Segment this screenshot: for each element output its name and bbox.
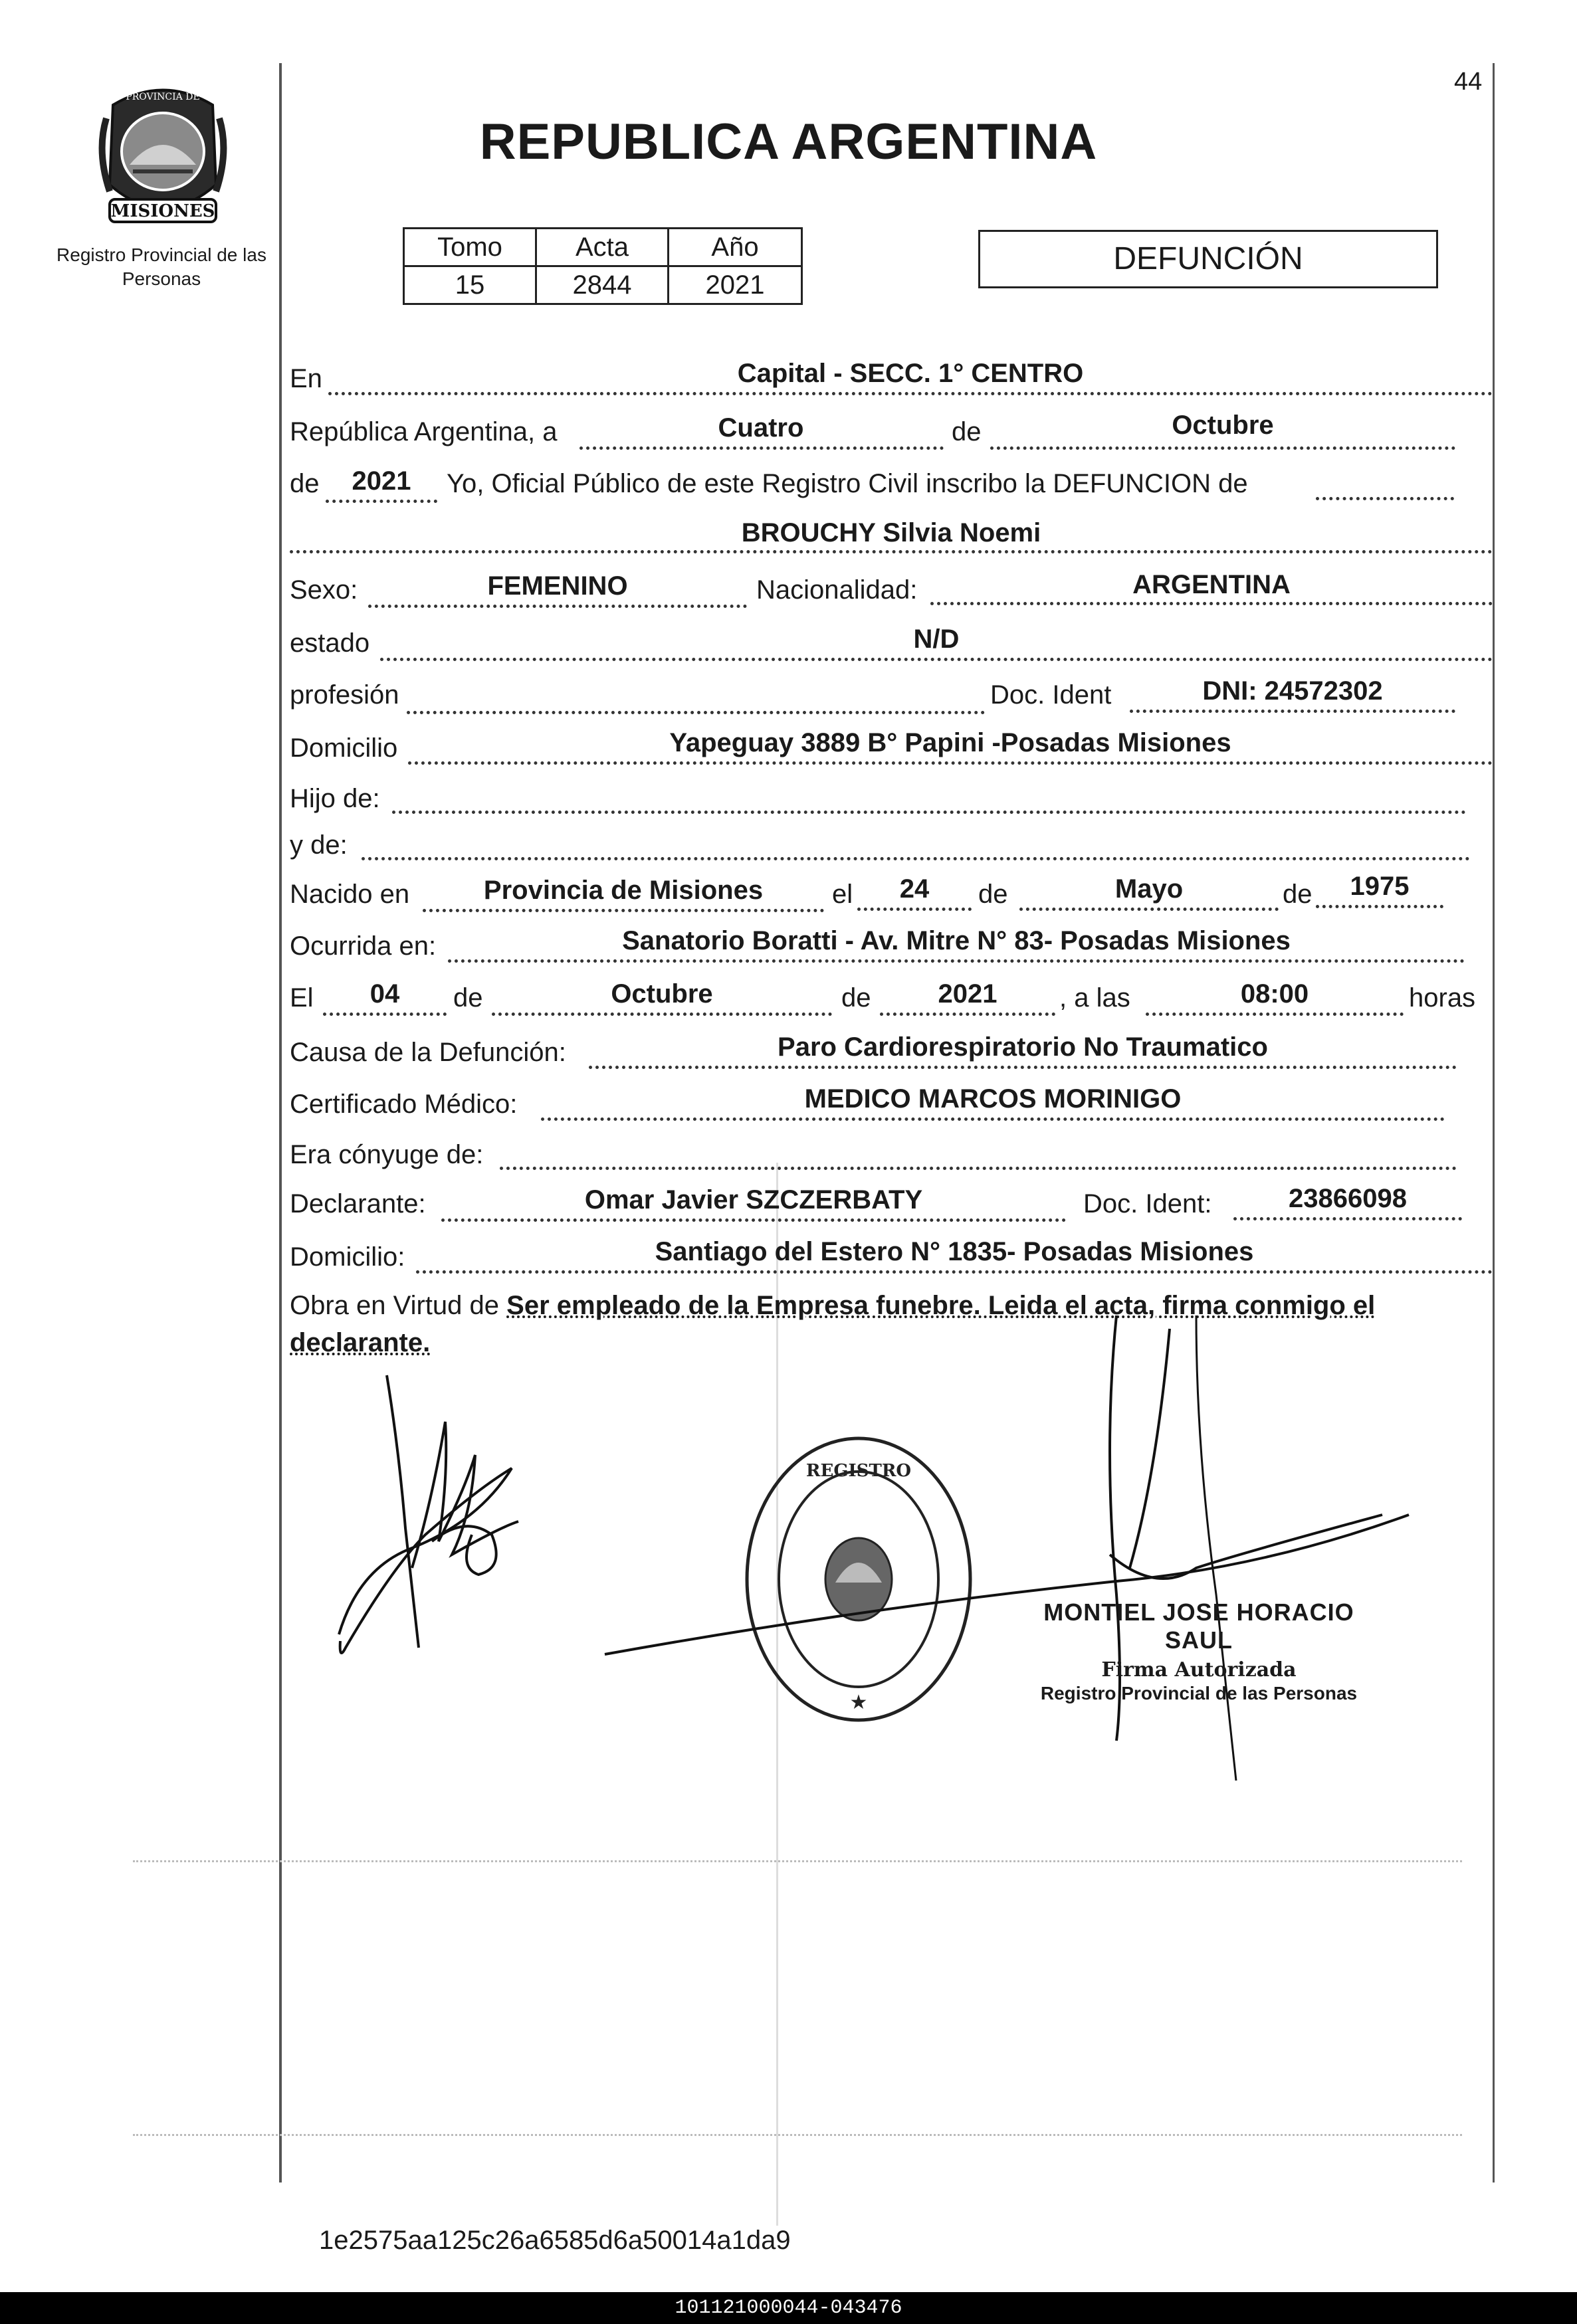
- def-mes-value: Octubre: [611, 979, 713, 1009]
- page-title: REPUBLICA ARGENTINA: [479, 114, 1098, 170]
- nacido-lugar-line: [423, 909, 824, 912]
- month-value: Octubre: [1172, 411, 1274, 440]
- causa-label: Causa de la Defunción:: [290, 1038, 566, 1067]
- de-label-6: de: [841, 983, 871, 1013]
- obra-value: Ser empleado de la Empresa funebre. Leida el acta, firma conmigo el declarante.: [290, 1291, 1376, 1357]
- svg-text:REGISTRO: REGISTRO: [805, 1461, 912, 1481]
- anio-value: 2021: [669, 266, 802, 304]
- inscribo-line: [1316, 497, 1454, 500]
- el-label: el: [832, 880, 853, 909]
- causa-value: Paro Cardiorespiratorio No Traumatico: [778, 1032, 1268, 1062]
- certificado-label: Certificado Médico:: [290, 1090, 518, 1119]
- official-signature: [598, 1315, 1422, 1794]
- declarante-domicilio-line: [416, 1270, 1493, 1274]
- declarante-value: Omar Javier SZCZERBATY: [584, 1185, 923, 1214]
- declarante-doc-label: Doc. Ident:: [1083, 1189, 1212, 1218]
- nac-dia-line: [857, 908, 972, 911]
- y-de-label: y de:: [290, 830, 348, 860]
- footer-code: 101121000044-043476: [0, 2292, 1577, 2324]
- y-de-line: [362, 857, 1470, 860]
- nacido-lugar-value: Provincia de Misiones: [483, 876, 764, 905]
- page-number: 44: [1454, 68, 1483, 96]
- deceased-name: BROUCHY Silvia Noemi: [741, 518, 1041, 547]
- declarante-domicilio-value: Santiago del Estero N° 1835- Posadas Misiones: [655, 1237, 1254, 1266]
- estado-label: estado: [290, 629, 370, 658]
- de-label-5: de: [453, 983, 483, 1013]
- def-dia-value: 04: [369, 979, 400, 1009]
- profesion-line: [407, 711, 985, 714]
- certificado-line: [541, 1117, 1445, 1121]
- nacionalidad-label: Nacionalidad:: [756, 575, 918, 605]
- a-las-label: , a las: [1059, 983, 1130, 1013]
- nac-mes-value: Mayo: [1114, 874, 1184, 904]
- registry-caption: Registro Provincial de las Personas: [56, 244, 266, 289]
- en-label: En: [290, 364, 322, 393]
- nac-anio-value: 1975: [1350, 872, 1410, 901]
- estado-value: N/D: [913, 625, 960, 654]
- horas-label: horas: [1409, 983, 1476, 1013]
- hora-line: [1146, 1013, 1404, 1016]
- official-stamp: [1026, 1598, 1372, 1704]
- document-type-box: DEFUNCIÓN: [978, 230, 1438, 288]
- document-hash: 1e2575aa125c26a6585d6a50014a1da9: [319, 2226, 791, 2255]
- domicilio-label: Domicilio: [290, 733, 398, 763]
- def-anio-value: 2021: [938, 979, 998, 1009]
- name-line: [290, 550, 1493, 553]
- de-label-3: de: [978, 880, 1008, 909]
- nacionalidad-value: ARGENTINA: [1132, 570, 1291, 599]
- de-label-4: de: [1283, 880, 1313, 909]
- svg-text:MISIONES: MISIONES: [110, 201, 215, 221]
- nacionalidad-line: [930, 602, 1493, 605]
- declarante-line: [441, 1218, 1066, 1222]
- tomo-header: Tomo: [404, 229, 536, 266]
- domicilio-value: Yapeguay 3889 B° Papini -Posadas Misiones: [669, 728, 1231, 757]
- year-value: 2021: [352, 466, 411, 496]
- conyuge-label: Era cónyuge de:: [290, 1140, 484, 1169]
- sexo-label: Sexo:: [290, 575, 358, 605]
- official-name: MONTIEL JOSE HORACIO SAUL: [1043, 1598, 1354, 1654]
- tomo-value: 15: [404, 266, 536, 304]
- scan-artifact-line: [133, 2134, 1462, 2136]
- de-label-2: de: [290, 469, 320, 498]
- declarante-domicilio-label: Domicilio:: [290, 1242, 405, 1272]
- day-word-value: Cuatro: [718, 413, 804, 442]
- acta-header: Acta: [536, 229, 669, 266]
- inscribo-text: Yo, Oficial Público de este Registro Civil inscribo la DEFUNCION de: [447, 469, 1248, 498]
- scan-artifact-line: [133, 1860, 1462, 1862]
- declarante-label: Declarante:: [290, 1189, 426, 1218]
- nac-mes-line: [1019, 908, 1279, 911]
- official-role: Firma Autorizada: [1101, 1658, 1297, 1682]
- nac-anio-line: [1316, 905, 1443, 908]
- right-margin-line: [1493, 63, 1495, 2182]
- domicilio-line: [408, 761, 1493, 765]
- declarante-doc-line: [1233, 1217, 1462, 1220]
- nacido-label: Nacido en: [290, 880, 410, 909]
- republica-label: República Argentina, a: [290, 417, 558, 446]
- def-dia-line: [323, 1013, 447, 1016]
- acta-value: 2844: [536, 266, 669, 304]
- official-org: Registro Provincial de las Personas: [1040, 1683, 1358, 1703]
- en-line: [328, 392, 1493, 395]
- svg-text:★: ★: [849, 1692, 868, 1713]
- def-mes-line: [492, 1013, 832, 1016]
- ocurrida-label: Ocurrida en:: [290, 931, 437, 961]
- day-word-line: [579, 446, 944, 450]
- obra-label: Obra en Virtud de: [290, 1291, 500, 1320]
- svg-text:PROVINCIA DE: PROVINCIA DE: [126, 92, 200, 102]
- year-line: [326, 500, 437, 503]
- ocurrida-line: [448, 959, 1465, 963]
- hijo-line: [392, 811, 1466, 814]
- hora-value: 08:00: [1240, 979, 1309, 1009]
- de-label-1: de: [952, 417, 982, 446]
- hijo-label: Hijo de:: [290, 784, 380, 813]
- sexo-value: FEMENINO: [487, 571, 628, 601]
- sexo-line: [368, 605, 747, 608]
- causa-line: [589, 1066, 1457, 1069]
- reference-table: [403, 227, 803, 305]
- doc-ident-label: Doc. Ident: [990, 680, 1112, 710]
- anio-header: Año: [669, 229, 802, 266]
- ocurrida-value: Sanatorio Boratti - Av. Mitre N° 83- Posadas Misiones: [622, 926, 1291, 955]
- month-line: [990, 446, 1455, 450]
- left-margin-line: [279, 63, 282, 2182]
- certificado-value: MEDICO MARCOS MORINIGO: [804, 1084, 1182, 1114]
- doc-ident-line: [1130, 710, 1455, 713]
- estado-line: [380, 658, 1493, 661]
- nac-dia-value: 24: [899, 874, 930, 904]
- declarante-doc-value: 23866098: [1289, 1184, 1407, 1213]
- profesion-label: profesión: [290, 680, 399, 710]
- def-anio-line: [880, 1013, 1055, 1016]
- doc-ident-value: DNI: 24572302: [1202, 676, 1383, 706]
- declarant-signature: [332, 1369, 532, 1661]
- el-date-label: El: [290, 983, 314, 1013]
- en-value: Capital - SECC. 1° CENTRO: [737, 359, 1084, 388]
- conyuge-line: [500, 1167, 1457, 1170]
